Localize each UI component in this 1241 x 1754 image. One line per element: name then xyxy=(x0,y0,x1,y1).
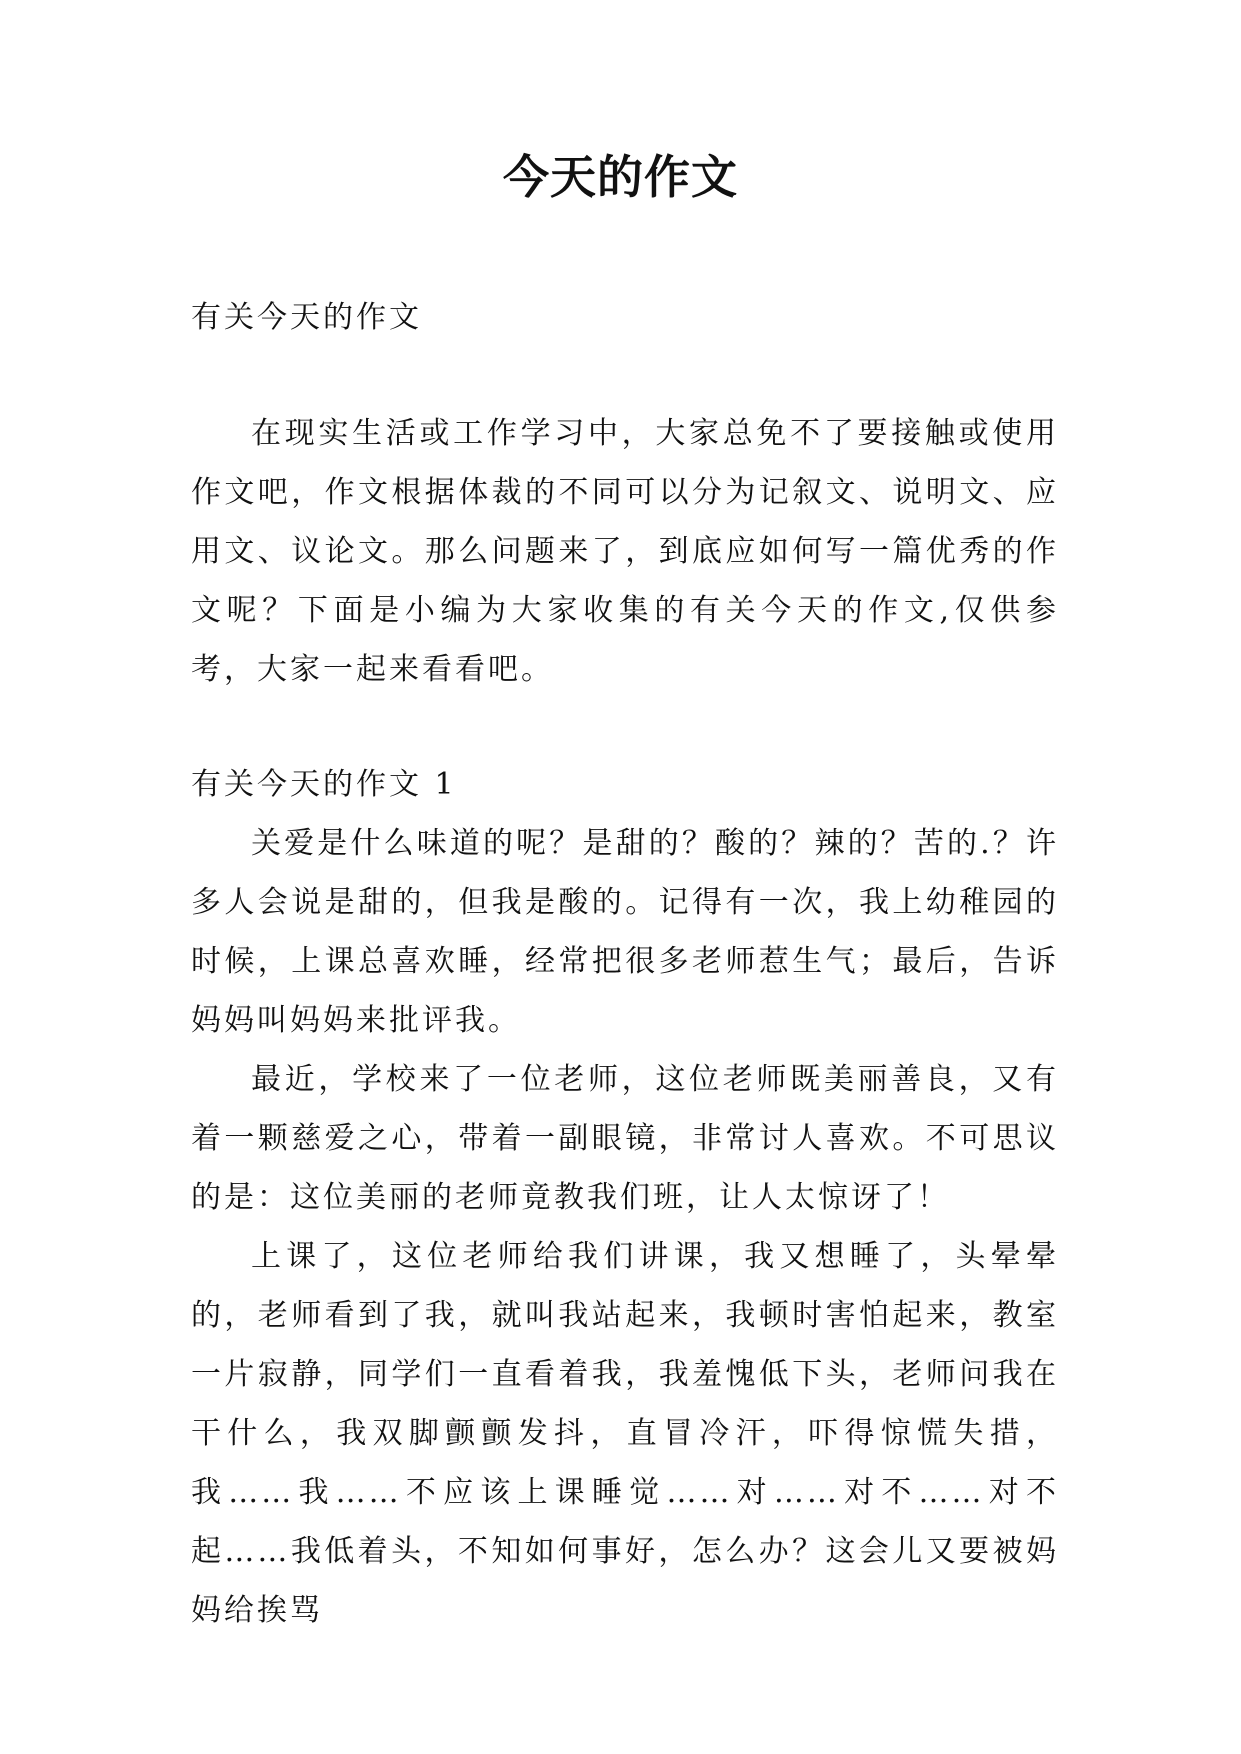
body-paragraph: 关爱是什么味道的呢？是甜的？酸的？辣的？苦的.？许多人会说是甜的，但我是酸的。记得有一次，我上幼稚园的时候，上课总喜欢睡，经常把很多老师惹生气；最后，告诉妈妈叫妈妈来批评我。 xyxy=(191,826,1059,1038)
body-paragraph: 上课了，这位老师给我们讲课，我又想睡了，头晕晕的，老师看到了我，就叫我站起来，我顿时害怕起来，教室一片寂静，同学们一直看着我，我羞愧低下头，老师问我在干什么，我双脚颤颤发抖，直冒冷汗，吓得惊慌失措，我……我……不应该上课睡觉……对……对不……对不起……我低着头，不知如何事好，怎么办？这会儿又要被妈妈给挨骂 xyxy=(191,1239,1059,1628)
section-heading: 有关今天的作文 1 xyxy=(191,767,457,802)
intro-paragraph: 在现实生活或工作学习中，大家总免不了要接触或使用作文吧，作文根据体裁的不同可以分为记叙文、说明文、应用文、议论文。那么问题来了，到底应如何写一篇优秀的作文呢？下面是小编为大家收集的有关今天的作文,仅供参考，大家一起来看看吧。 xyxy=(191,416,1059,687)
document-subtitle: 有关今天的作文 xyxy=(191,300,422,335)
body-paragraph: 最近，学校来了一位老师，这位老师既美丽善良，又有着一颗慈爱之心，带着一副眼镜，非常讨人喜欢。不可思议的是：这位美丽的老师竟教我们班，让人太惊讶了！ xyxy=(191,1062,1059,1215)
document-title: 今天的作文 xyxy=(503,150,738,204)
section-1 xyxy=(191,755,1059,1640)
